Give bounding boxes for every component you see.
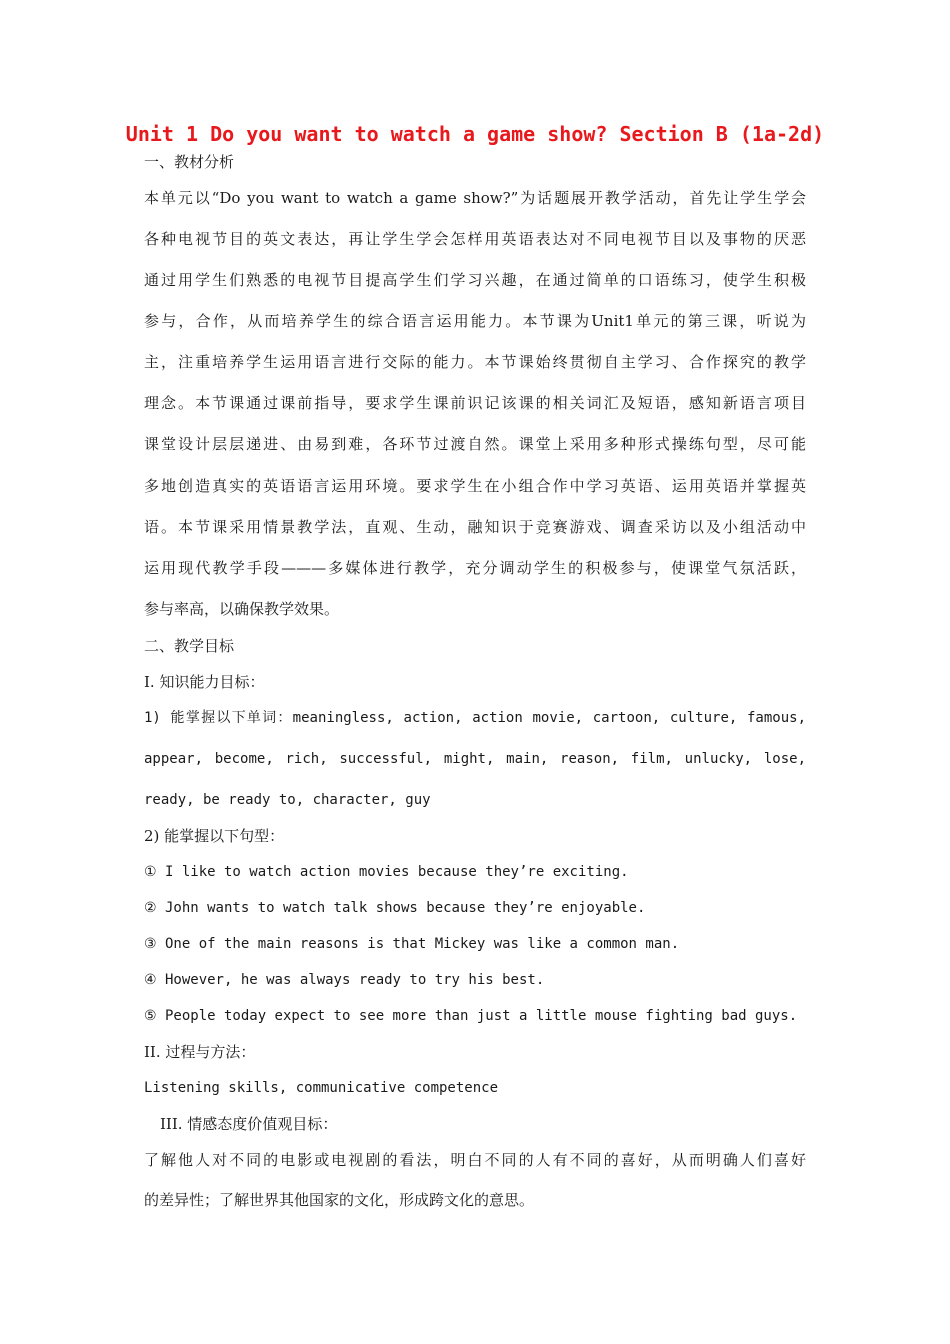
sentence-pattern: ① I like to watch action movies because they’re exciting. — [144, 864, 629, 880]
vocabulary-line: ready, be ready to, character, guy — [144, 792, 431, 808]
paragraph-line: 参与，合作，从而培养学生的综合语言运用能力。本节课为Unit1单元的第三课，听说为 — [144, 312, 806, 330]
subsection-heading-attitude: III. 情感态度价值观目标： — [160, 1115, 338, 1133]
paragraph-line: 了解他人对不同的电影或电视剧的看法，明白不同的人有不同的喜好，从而明确人们喜好 — [144, 1151, 806, 1169]
sentence-pattern: ② John wants to watch talk shows because they’re enjoyable. — [144, 900, 646, 916]
paragraph-line: 主，注重培养学生运用语言进行交际的能力。本节课始终贯彻自主学习、合作探究的教学 — [144, 353, 806, 371]
section-heading-teaching-goals: 二、教学目标 — [144, 637, 235, 655]
paragraph-line: 多地创造真实的英语语言运用环境。要求学生在小组合作中学习英语、运用英语并掌握英 — [144, 477, 806, 495]
document-title: Unit 1 Do you want to watch a game show? Section B (1a-2d) — [125, 122, 825, 146]
subsection-heading-process: II. 过程与方法： — [144, 1043, 256, 1061]
sentence-pattern: ⑤ People today expect to see more than just a little mouse fighting bad guys. — [144, 1008, 798, 1024]
paragraph-line: 运用现代教学手段———多媒体进行教学，充分调动学生的积极参与，使课堂气氛活跃， — [144, 559, 806, 577]
paragraph-line: 通过用学生们熟悉的电视节目提高学生们学习兴趣，在通过简单的口语练习，使学生积极 — [144, 271, 806, 289]
paragraph-line: 各种电视节目的英文表达，再让学生学会怎样用英语表达对不同电视节目以及事物的厌恶 — [144, 230, 806, 248]
vocabulary-line: appear, become, rich, successful, might, main, reason, film, unlucky, lose, — [144, 751, 806, 767]
paragraph-line: 的差异性；了解世界其他国家的文化，形成跨文化的意思。 — [144, 1191, 535, 1209]
paragraph-line: 参与率高，以确保教学效果。 — [144, 600, 340, 618]
paragraph-line: 理念。本节课通过课前指导，要求学生课前识记该课的相关词汇及短语，感知新语言项目 — [144, 394, 806, 412]
process-text: Listening skills, communicative competence — [144, 1080, 499, 1096]
paragraph-line: 课堂设计层层递进、由易到难，各环节过渡自然。课堂上采用多种形式操练句型，尽可能 — [144, 435, 806, 453]
patterns-heading: 2) 能掌握以下句型： — [144, 827, 285, 845]
paragraph-line: 本单元以“Do you want to watch a game show?”为话题展开教学活动，首先让学生学会 — [144, 189, 806, 207]
section-heading-textbook-analysis: 一、教材分析 — [144, 153, 235, 171]
subsection-heading-knowledge: I. 知识能力目标： — [144, 673, 265, 691]
sentence-pattern: ③ One of the main reasons is that Mickey was like a common man. — [144, 936, 680, 952]
paragraph-line: 语。本节课采用情景教学法，直观、生动，融知识于竞赛游戏、调查采访以及小组活动中 — [144, 518, 806, 536]
vocabulary-line: 1) 能掌握以下单词：meaningless, action, action movie, cartoon, culture, famous, — [144, 710, 806, 726]
sentence-pattern: ④ However, he was always ready to try his best. — [144, 972, 545, 988]
